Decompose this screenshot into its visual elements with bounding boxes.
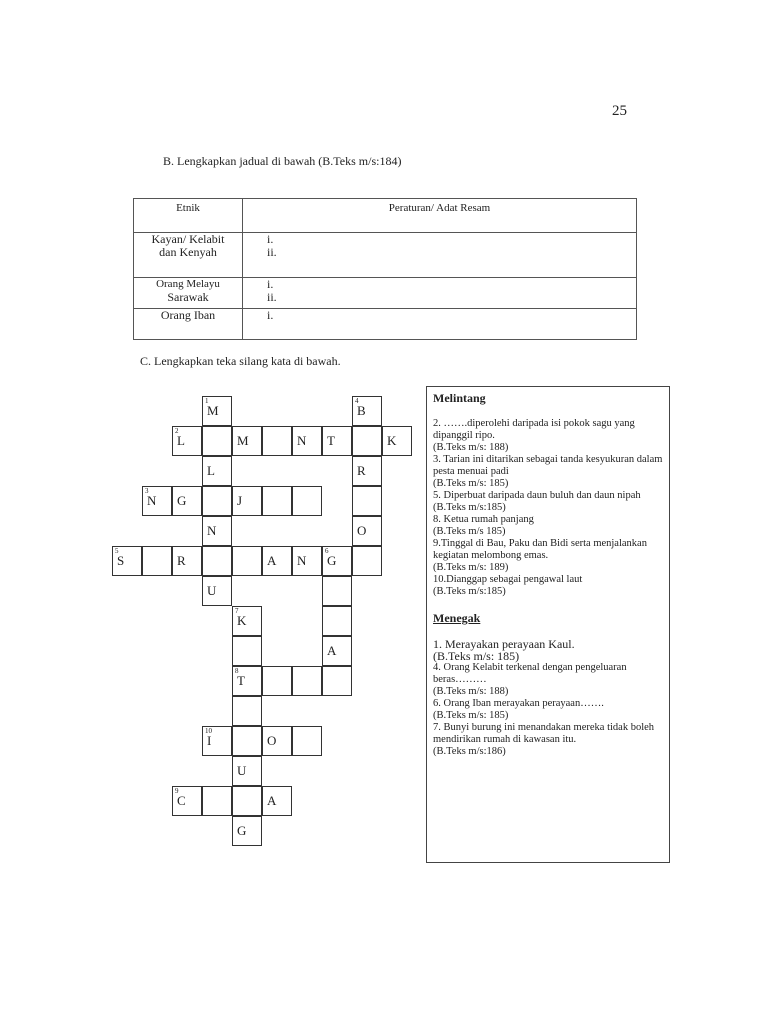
header-adat: Peraturan/ Adat Resam [243, 199, 637, 233]
crossword-letter: O [357, 523, 367, 538]
etnik-line: Orang Melayu [156, 278, 220, 290]
down-clue [433, 722, 663, 758]
crossword-letter: G [177, 493, 187, 508]
clue-reference: (B.Teks m/s: 189) [433, 562, 509, 573]
crossword-letter: S [117, 553, 125, 568]
crossword-clue-number: 9 [175, 787, 179, 795]
crossword-cell[interactable] [112, 546, 142, 576]
clue-reference: (B.Teks m/s: 185) [433, 478, 509, 489]
across-clue [433, 418, 663, 454]
clue-text: 10.Dianggap sebagai pengawal laut [433, 574, 583, 585]
crossword-cell[interactable] [262, 426, 292, 456]
etnik-cell [134, 233, 243, 278]
crossword-clue-number: 10 [205, 727, 212, 735]
across-clue [433, 538, 663, 574]
across-clue [433, 454, 663, 490]
crossword-cell[interactable] [292, 486, 322, 516]
adat-item: ii. [267, 245, 277, 259]
etnik-line: Kayan/ Kelabit [151, 232, 225, 246]
table-row [134, 309, 637, 340]
page-number: 25 [612, 103, 627, 119]
clue-text: 5. Diperbuat daripada daun buluh dan daun nipah [433, 490, 641, 501]
crossword-letter: R [357, 463, 366, 478]
crossword-letter: G [327, 553, 337, 568]
crossword-cell[interactable] [262, 786, 292, 816]
across-clue [433, 574, 663, 598]
crossword-cell[interactable] [202, 726, 232, 756]
crossword-cell[interactable] [352, 456, 382, 486]
crossword-letter: J [237, 493, 243, 508]
crossword-cell[interactable] [232, 696, 262, 726]
clue-reference: (B.Teks m/s:185) [433, 502, 506, 513]
crossword-clue-number: 8 [235, 667, 239, 675]
crossword-cell[interactable] [202, 486, 232, 516]
etnik-cell [134, 278, 243, 309]
crossword-clue-number: 7 [235, 607, 239, 615]
adat-cell[interactable] [243, 309, 637, 340]
clue-reference: (B.Teks m/s: 185) [433, 710, 509, 721]
etnik-cell [134, 309, 243, 340]
crossword-letter: A [267, 793, 277, 808]
clue-text: 8. Ketua rumah panjang [433, 514, 534, 525]
crossword-cell[interactable] [172, 546, 202, 576]
crossword-cell[interactable] [352, 546, 382, 576]
crossword-letter: L [177, 433, 185, 448]
crossword-cell[interactable] [292, 426, 322, 456]
clue-text: 3. Tarian ini ditarikan sebagai tanda kesyukuran dalam pesta menuai padi [433, 454, 663, 477]
table-row [134, 278, 637, 309]
crossword-cell[interactable] [322, 636, 352, 666]
crossword-letter: O [267, 733, 277, 748]
crossword-letter: K [387, 433, 397, 448]
crossword-clue-number: 5 [115, 547, 119, 555]
crossword-cell[interactable] [292, 546, 322, 576]
crossword-cell[interactable] [172, 426, 202, 456]
crossword-cell[interactable] [262, 546, 292, 576]
crossword-cell[interactable] [322, 576, 352, 606]
clue-text: 2. …….diperolehi daripada isi pokok sagu yang dipanggil ripo. [433, 418, 635, 441]
crossword-letter: R [177, 553, 186, 568]
clue-reference: (B.Teks m/s:185) [433, 586, 506, 597]
crossword-cell[interactable] [322, 666, 352, 696]
crossword-cell[interactable] [202, 516, 232, 546]
crossword-cell[interactable] [172, 786, 202, 816]
crossword-cell[interactable] [232, 546, 262, 576]
adat-resam-table [133, 198, 637, 340]
crossword-cell[interactable] [262, 486, 292, 516]
table-row [134, 233, 637, 278]
across-clue [433, 490, 663, 514]
crossword-cell[interactable] [202, 426, 232, 456]
crossword-cell[interactable] [262, 726, 292, 756]
crossword-cell[interactable] [142, 546, 172, 576]
crossword-clue-number: 1 [205, 397, 209, 405]
crossword-cell[interactable] [232, 726, 262, 756]
crossword-cell[interactable] [232, 666, 262, 696]
crossword-letter: M [237, 433, 249, 448]
crossword-cell[interactable] [322, 426, 352, 456]
crossword-cell[interactable] [232, 426, 262, 456]
crossword-letter: L [207, 463, 215, 478]
down-clue [433, 638, 663, 662]
crossword-cell[interactable] [322, 606, 352, 636]
clue-text: 7. Bunyi burung ini menandakan mereka tidak boleh mendirikan rumah di kawasan itu. [433, 722, 655, 745]
table-header-row [134, 199, 637, 233]
crossword-letter: U [237, 763, 247, 778]
etnik-line: Orang Iban [160, 308, 216, 322]
clue-text: 9.Tinggal di Bau, Paku dan Bidi serta menjalankan kegiatan melombong emas. [433, 538, 647, 561]
adat-cell[interactable] [243, 233, 637, 278]
crossword-cell[interactable] [202, 786, 232, 816]
down-clue [433, 698, 663, 722]
crossword-cell[interactable] [292, 726, 322, 756]
crossword-cell[interactable] [202, 576, 232, 606]
crossword-letter: T [237, 673, 245, 688]
crossword-clue-number: 3 [145, 487, 149, 495]
crossword-clue-number: 6 [325, 547, 329, 555]
clue-reference: (B.Teks m/s: 185) [433, 649, 520, 663]
clue-reference: (B.Teks m/s: 188) [433, 442, 509, 453]
crossword-cell[interactable] [382, 426, 412, 456]
clue-text: 6. Orang Iban merayakan perayaan……. [433, 698, 604, 709]
crossword-cell[interactable] [232, 486, 262, 516]
crossword-clue-number: 4 [355, 397, 359, 405]
clue-reference: (B.Teks m/s: 188) [433, 686, 509, 697]
crossword-cell[interactable] [352, 516, 382, 546]
crossword-letter: C [177, 793, 186, 808]
clue-box [426, 386, 670, 863]
crossword-cell[interactable] [202, 456, 232, 486]
down-heading: Menegak [433, 611, 481, 625]
crossword-letter: N [297, 433, 307, 448]
clue-text: 4. Orang Kelabit terkenal dengan pengeluaran beras……… [433, 662, 627, 685]
crossword-cell[interactable] [232, 786, 262, 816]
crossword-cell[interactable] [232, 636, 262, 666]
crossword-cell[interactable] [202, 546, 232, 576]
crossword-cell[interactable] [232, 816, 262, 846]
crossword-cell[interactable] [232, 606, 262, 636]
crossword-letter: G [237, 823, 247, 838]
crossword-letter: A [267, 553, 277, 568]
crossword-letter: N [147, 493, 157, 508]
section-b-heading: B. Lengkapkan jadual di bawah (B.Teks m/s:184) [163, 154, 402, 168]
header-etnik: Etnik [134, 199, 243, 233]
crossword-cell[interactable] [172, 486, 202, 516]
crossword-letter: N [207, 523, 217, 538]
crossword-letter: A [327, 643, 337, 658]
clue-text: 1. Merayakan perayaan Kaul. [433, 637, 575, 651]
crossword-letter: T [327, 433, 335, 448]
across-heading: Melintang [433, 391, 486, 405]
adat-item: ii. [267, 290, 277, 304]
crossword-letter: N [297, 553, 307, 568]
crossword-cell[interactable] [232, 756, 262, 786]
down-clue [433, 662, 663, 698]
crossword-letter: I [207, 733, 212, 748]
clue-reference: (B.Teks m/s:186) [433, 746, 506, 757]
etnik-line: Sarawak [167, 290, 209, 304]
adat-item: i. [267, 277, 274, 291]
crossword-cell[interactable] [202, 396, 232, 426]
crossword-cell[interactable] [262, 666, 292, 696]
adat-item: i. [267, 308, 274, 322]
crossword-cell[interactable] [352, 426, 382, 456]
adat-item: i. [267, 232, 274, 246]
crossword-clue-number: 2 [175, 427, 179, 435]
crossword-letter: K [237, 613, 247, 628]
crossword-cell[interactable] [352, 396, 382, 426]
etnik-line: dan Kenyah [159, 245, 217, 259]
adat-cell[interactable] [243, 278, 637, 309]
crossword-letter: U [207, 583, 217, 598]
crossword-cell[interactable] [322, 546, 352, 576]
crossword-cell[interactable] [292, 666, 322, 696]
crossword-cell[interactable] [352, 486, 382, 516]
section-c-heading: C. Lengkapkan teka silang kata di bawah. [140, 354, 341, 368]
across-clue [433, 514, 663, 538]
crossword-cell[interactable] [142, 486, 172, 516]
clue-reference: (B.Teks m/s 185) [433, 526, 506, 537]
crossword-letter: M [207, 403, 219, 418]
crossword-letter: B [357, 403, 366, 418]
